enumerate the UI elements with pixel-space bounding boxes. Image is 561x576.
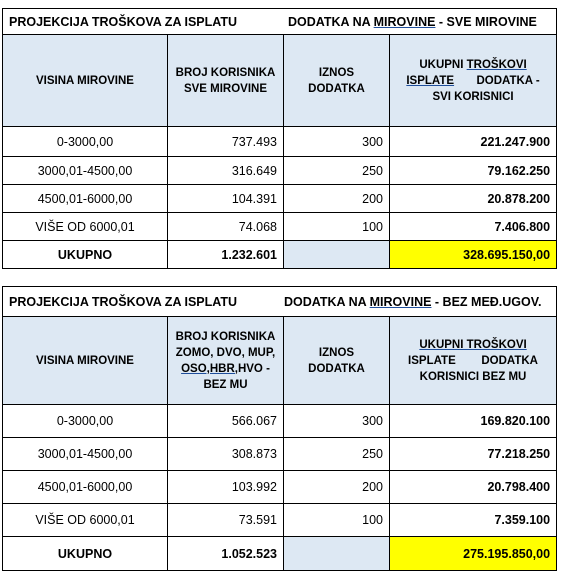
table-row: [3, 127, 557, 157]
cost-projection-table-all-pensions: [2, 8, 557, 269]
pension-range: 4500,01-6000,00: [3, 185, 168, 213]
pension-range: 0-3000,00: [3, 127, 168, 157]
supplement-amount: 300: [284, 405, 390, 438]
table-row: [3, 157, 557, 185]
total-label: UKUPNO: [3, 241, 168, 269]
table-row: [3, 185, 557, 213]
supplement-amount: 200: [284, 185, 390, 213]
table-title-left: PROJEKCIJA TROŠKOVA ZA ISPLATU: [9, 14, 238, 29]
table-row: [3, 471, 557, 504]
supplement-amount: 100: [284, 504, 390, 537]
pension-range: VIŠE OD 6000,01: [3, 504, 168, 537]
grand-total: 275.195.850,00: [390, 537, 557, 571]
total-cost: 7.406.800: [390, 213, 557, 241]
table-title: [3, 287, 557, 317]
pension-range: VIŠE OD 6000,01: [3, 213, 168, 241]
supplement-amount: 250: [284, 438, 390, 471]
pension-range: 3000,01-4500,00: [3, 438, 168, 471]
table-title: [3, 9, 557, 35]
total-user-count: 1.052.523: [168, 537, 284, 571]
user-count: 74.068: [168, 213, 284, 241]
user-count: 737.493: [168, 127, 284, 157]
empty-shaded-cell: [284, 537, 390, 571]
header-pension-range: VISINA MIROVINE: [3, 317, 168, 405]
pension-range: 4500,01-6000,00: [3, 471, 168, 504]
supplement-amount: 200: [284, 471, 390, 504]
total-row: [3, 537, 557, 571]
cost-projection-table-without-intl-agreements: [2, 286, 557, 571]
table-row: [3, 438, 557, 471]
header-supplement-amount: IZNOS DODATKA: [284, 35, 390, 127]
total-label: UKUPNO: [3, 537, 168, 571]
total-cost: 7.359.100: [390, 504, 557, 537]
user-count: 73.591: [168, 504, 284, 537]
user-count: 103.992: [168, 471, 284, 504]
header-total-costs: UKUPNI TROŠKOVI ISPLATE DODATKA KORISNICI BEZ MU: [390, 317, 557, 405]
table-row: [3, 213, 557, 241]
supplement-amount: 300: [284, 127, 390, 157]
table-title-right: DODATKA NA MIROVINE - SVE MIROVINE: [288, 14, 537, 29]
total-cost: 77.218.250: [390, 438, 557, 471]
pension-range: 0-3000,00: [3, 405, 168, 438]
supplement-amount: 100: [284, 213, 390, 241]
header-supplement-amount: IZNOS DODATKA: [284, 317, 390, 405]
header-total-costs: UKUPNI TROŠKOVI ISPLATE DODATKA - SVI KORISNICI: [390, 35, 557, 127]
user-count: 316.649: [168, 157, 284, 185]
user-count: 104.391: [168, 185, 284, 213]
user-count: 566.067: [168, 405, 284, 438]
grand-total: 328.695.150,00: [390, 241, 557, 269]
pension-range: 3000,01-4500,00: [3, 157, 168, 185]
total-user-count: 1.232.601: [168, 241, 284, 269]
table-title-left: PROJEKCIJA TROŠKOVA ZA ISPLATU: [9, 294, 238, 309]
total-cost: 169.820.100: [390, 405, 557, 438]
total-cost: 79.162.250: [390, 157, 557, 185]
table-title-right: DODATKA NA MIROVINE - BEZ MEĐ.UGOV.: [284, 294, 542, 309]
total-cost: 20.798.400: [390, 471, 557, 504]
total-cost: 221.247.900: [390, 127, 557, 157]
header-user-count: BROJ KORISNIKA SVE MIROVINE: [168, 35, 284, 127]
total-row: [3, 241, 557, 269]
user-count: 308.873: [168, 438, 284, 471]
header-user-count: BROJ KORISNIKA ZOMO, DVO, MUP, OSO,HBR,HVO - BEZ MU: [168, 317, 284, 405]
supplement-amount: 250: [284, 157, 390, 185]
table-row: [3, 504, 557, 537]
table-row: [3, 405, 557, 438]
empty-shaded-cell: [284, 241, 390, 269]
total-cost: 20.878.200: [390, 185, 557, 213]
header-pension-range: VISINA MIROVINE: [3, 35, 168, 127]
